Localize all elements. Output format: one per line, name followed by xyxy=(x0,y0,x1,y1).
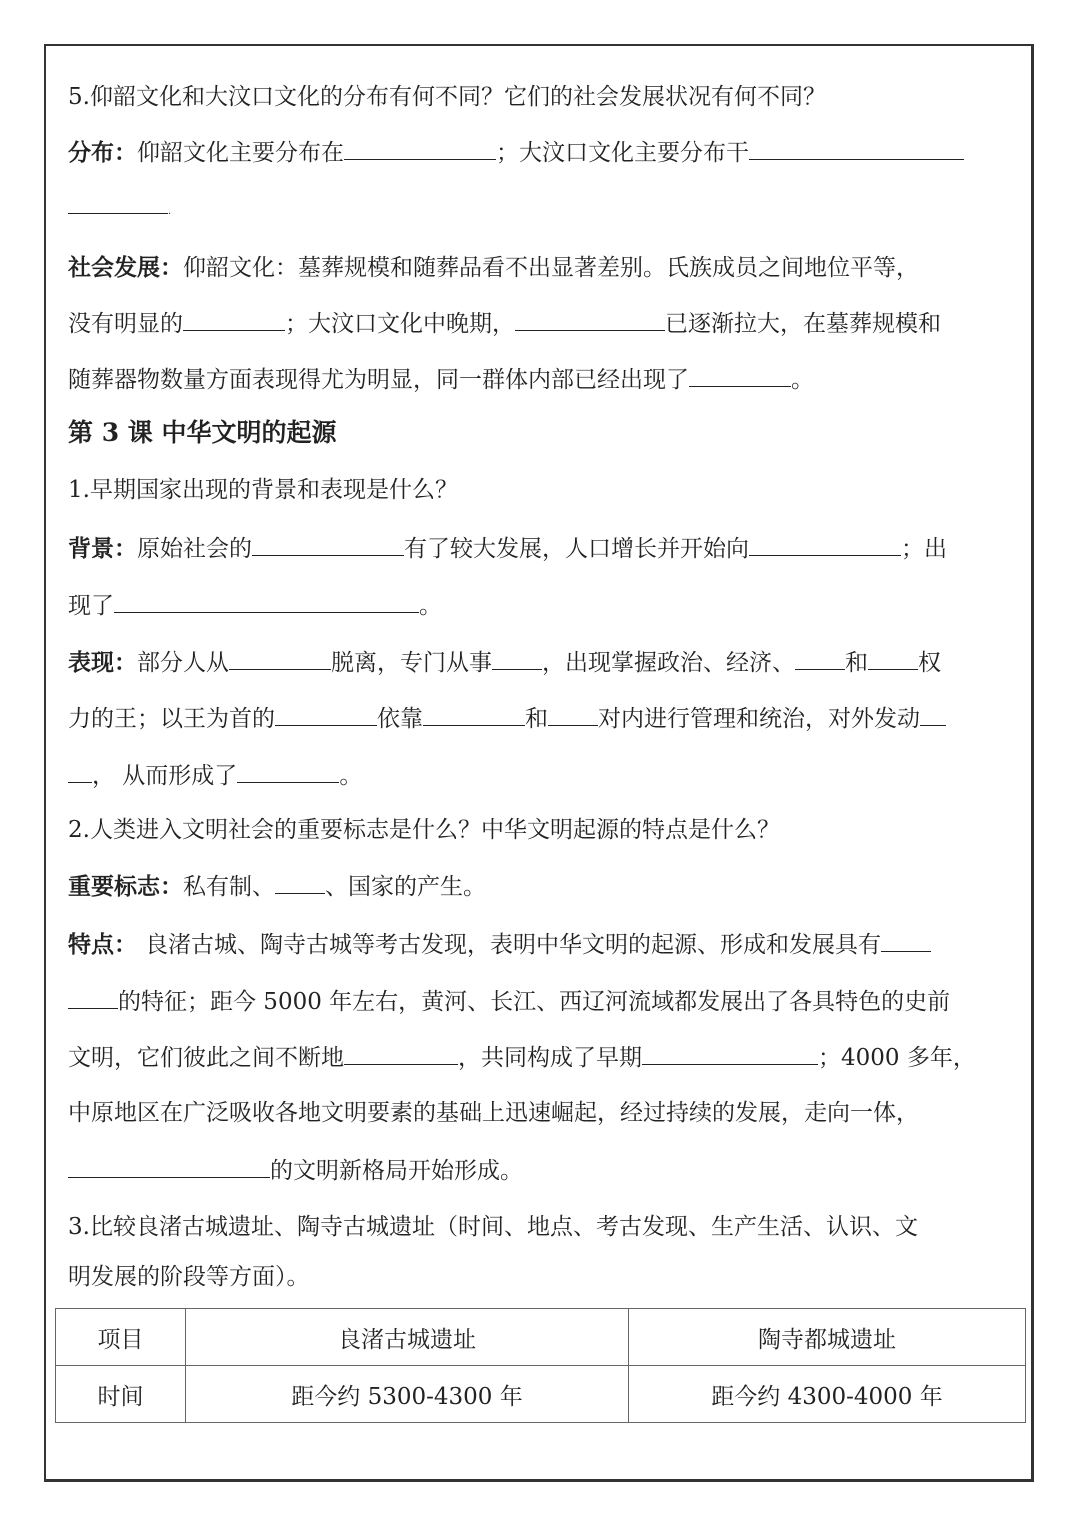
table-header-cell: 良渚古城遗址 xyxy=(186,1309,629,1366)
blank-rely-and[interactable] xyxy=(548,703,598,726)
blank-appeared[interactable] xyxy=(114,590,419,613)
lesson-title: 第 3 课 中华文明的起源 xyxy=(68,418,337,447)
soc-label: 社会发展： xyxy=(68,254,183,281)
pf-text-a: 部分人从 xyxy=(137,650,229,676)
blank-sign[interactable] xyxy=(275,871,325,894)
pf2-text-d: 对内进行管理和统治，对外发动 xyxy=(598,706,920,732)
dist-text-a: 仰韶文化主要分布在 xyxy=(137,140,344,166)
blank-concentrate[interactable] xyxy=(749,533,901,556)
q3-question-l2: 明发展的阶段等方面）。 xyxy=(68,1264,310,1290)
blank-interact[interactable] xyxy=(344,1042,458,1065)
sign-text-a: 私有制、 xyxy=(183,874,275,900)
feat2-text-a: 的特征；距今 5000 年左右，黄河、长江、西辽河流域都发展出了各具特色的史前 xyxy=(118,989,951,1015)
table-cell: 距今约 4300-4000 年 xyxy=(629,1366,1026,1423)
q2-sign xyxy=(68,871,486,902)
soc-text-1: 仰韶文化：墓葬规模和随葬品看不出显著差别。氏族成员之间地位平等， xyxy=(183,255,919,281)
soc-text-2b: ；大汶口文化中晚期， xyxy=(285,311,515,337)
bg-label: 背景： xyxy=(68,535,137,562)
blank-feature-2[interactable] xyxy=(68,986,118,1009)
table-cell: 时间 xyxy=(56,1366,186,1423)
table-cell: 距今约 5300-4300 年 xyxy=(186,1366,629,1423)
comparison-table xyxy=(55,1308,1026,1423)
q2-feature-l5 xyxy=(68,1155,523,1186)
table-header-row xyxy=(56,1309,1026,1366)
q1-background-l2 xyxy=(68,590,442,621)
blank-productivity[interactable] xyxy=(252,533,404,556)
blank-rely-on[interactable] xyxy=(423,703,525,726)
q2-feature-l1 xyxy=(68,929,931,960)
pf3-text-a: ， 从而形成了 xyxy=(92,763,238,789)
bg2-text-a: 现了 xyxy=(68,593,114,619)
feat5-text-a: 的文明新格局开始形成。 xyxy=(270,1158,523,1184)
pf2-text-b: 依靠 xyxy=(377,706,423,732)
soc-text-2c: 已逐渐拉大，在墓葬规模和 xyxy=(665,311,941,337)
q5-society-l3 xyxy=(68,364,814,395)
pf-text-b: 脱离，专门从事 xyxy=(331,650,492,676)
q2-question: 2.人类进入文明社会的重要标志是什么？中华文明起源的特点是什么？ xyxy=(68,817,780,843)
q1-background-l1 xyxy=(68,533,947,564)
q1-performance-l2 xyxy=(68,703,946,734)
q2-feature-l4: 中原地区在广泛吸收各地文明要素的基础上迅速崛起，经过持续的发展，走向一体， xyxy=(68,1100,919,1126)
blank-detached-from[interactable] xyxy=(229,647,331,670)
q5-distribution-cont xyxy=(68,192,171,227)
pf-text-e: 权 xyxy=(918,650,941,676)
feat3-text-b: ，共同构成了早期 xyxy=(458,1045,642,1071)
q5-society-l1 xyxy=(68,253,919,283)
blank-differentiation[interactable] xyxy=(689,364,791,387)
q1-performance-l3 xyxy=(68,760,362,791)
feat3-text-a: 文明，它们彼此之间不断地 xyxy=(68,1045,344,1071)
pf-text-c: ，出现掌握政治、经济、 xyxy=(542,650,795,676)
table-row xyxy=(56,1366,1026,1423)
blank-gap[interactable] xyxy=(515,308,665,331)
q1-question: 1.早期国家出现的背景和表现是什么？ xyxy=(68,477,458,503)
table-header-cell: 陶寺都城遗址 xyxy=(629,1309,1026,1366)
blank-engaged-in[interactable] xyxy=(492,647,542,670)
blank-dawenkou-area[interactable] xyxy=(749,137,964,160)
blank-yangshao-area[interactable] xyxy=(344,137,496,160)
pf3-text-b: 。 xyxy=(339,763,363,789)
blank-launch-2[interactable] xyxy=(68,760,92,783)
dist-text-b: ；大汶口文化主要分布干 xyxy=(496,140,749,166)
blank-early-civilization[interactable] xyxy=(642,1042,818,1065)
bg-text-c: ；出 xyxy=(901,536,947,562)
pf-text-d: 和 xyxy=(845,650,868,676)
feat-label: 特点： xyxy=(68,931,137,958)
blank-power-1[interactable] xyxy=(795,647,845,670)
dist-label: 分布： xyxy=(68,139,137,166)
pf2-text-c: 和 xyxy=(525,706,548,732)
q5-question: 5.仰韶文化和大汶口文化的分布有何不同？它们的社会发展状况有何不同？ xyxy=(68,84,826,110)
pf-label: 表现： xyxy=(68,649,137,676)
blank-new-pattern[interactable] xyxy=(68,1155,270,1178)
soc-text-2a: 没有明显的 xyxy=(68,311,183,337)
blank-no-obvious[interactable] xyxy=(183,308,285,331)
bg-text-a: 原始社会的 xyxy=(137,536,252,562)
blank-feature-1[interactable] xyxy=(881,929,931,952)
soc-text-3b: 。 xyxy=(791,367,814,393)
dist-end: . xyxy=(168,206,172,217)
q5-society-l2 xyxy=(68,308,941,339)
blank-formed[interactable] xyxy=(237,760,339,783)
blank-launch-1[interactable] xyxy=(920,703,946,726)
q5-distribution xyxy=(68,137,964,168)
blank-nobles[interactable] xyxy=(275,703,377,726)
soc-text-3a: 随葬器物数量方面表现得尤为明显，同一群体内部已经出现了 xyxy=(68,367,689,393)
bg2-text-b: 。 xyxy=(419,593,442,619)
table-header-cell: 项目 xyxy=(56,1309,186,1366)
blank-dawenkou-area-cont[interactable] xyxy=(68,192,168,214)
sign-label: 重要标志： xyxy=(68,873,183,900)
blank-power-2[interactable] xyxy=(868,647,918,670)
q3-question-l1: 3.比较良渚古城遗址、陶寺古城遗址（时间、地点、考古发现、生产生活、认识、文 xyxy=(68,1214,918,1240)
bg-text-b: 有了较大发展，人口增长并开始向 xyxy=(404,536,749,562)
q2-feature-l3 xyxy=(68,1042,976,1073)
q1-performance-l1 xyxy=(68,647,941,678)
pf2-text-a: 力的王；以王为首的 xyxy=(68,706,275,732)
sign-text-b: 、国家的产生。 xyxy=(325,874,486,900)
feat-text-a: 良渚古城、陶寺古城等考古发现，表明中华文明的起源、形成和发展具有 xyxy=(145,932,881,958)
feat3-text-c: ；4000 多年， xyxy=(818,1045,976,1071)
q2-feature-l2 xyxy=(68,986,950,1017)
